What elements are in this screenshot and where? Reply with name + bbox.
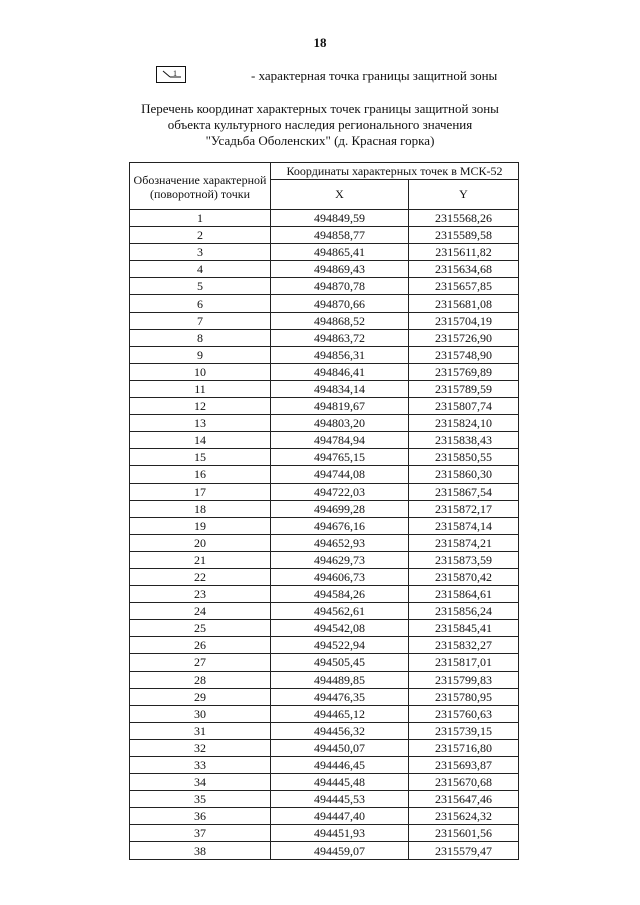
y-coordinate-cell: 2315780,95 xyxy=(409,688,519,705)
x-coordinate-cell: 494445,48 xyxy=(271,774,409,791)
table-row xyxy=(130,739,519,756)
x-coordinate-cell: 494446,45 xyxy=(271,757,409,774)
y-coordinate-cell: 2315601,56 xyxy=(409,825,519,842)
table-row xyxy=(130,244,519,261)
y-coordinate-cell: 2315860,30 xyxy=(409,466,519,483)
x-coordinate-cell: 494542,08 xyxy=(271,620,409,637)
table-row xyxy=(130,449,519,466)
point-number-cell: 33 xyxy=(130,757,271,774)
y-coordinate-cell: 2315874,21 xyxy=(409,534,519,551)
point-number-cell: 23 xyxy=(130,586,271,603)
y-coordinate-cell: 2315739,15 xyxy=(409,722,519,739)
y-coordinate-cell: 2315748,90 xyxy=(409,346,519,363)
x-coordinate-cell: 494870,66 xyxy=(271,295,409,312)
y-coordinate-cell: 2315704,19 xyxy=(409,312,519,329)
y-coordinate-cell: 2315867,54 xyxy=(409,483,519,500)
y-coordinate-cell: 2315832,27 xyxy=(409,637,519,654)
point-number-cell: 30 xyxy=(130,705,271,722)
table-row xyxy=(130,654,519,671)
point-number-cell: 36 xyxy=(130,808,271,825)
point-number-cell: 17 xyxy=(130,483,271,500)
document-title xyxy=(0,101,640,149)
y-coordinate-cell: 2315864,61 xyxy=(409,586,519,603)
x-coordinate-cell: 494722,03 xyxy=(271,483,409,500)
x-header: X xyxy=(271,180,409,210)
point-number-cell: 2 xyxy=(130,227,271,244)
point-number-cell: 29 xyxy=(130,688,271,705)
y-coordinate-cell: 2315872,17 xyxy=(409,500,519,517)
x-coordinate-cell: 494849,59 xyxy=(271,210,409,227)
table-row xyxy=(130,534,519,551)
point-number-cell: 34 xyxy=(130,774,271,791)
table-row xyxy=(130,808,519,825)
table-row xyxy=(130,227,519,244)
point-designation-header-text: Обозначение характерной (поворотной) точки xyxy=(133,173,267,201)
y-coordinate-cell: 2315647,46 xyxy=(409,791,519,808)
x-coordinate-cell: 494846,41 xyxy=(271,363,409,380)
x-coordinate-cell: 494451,93 xyxy=(271,825,409,842)
x-coordinate-cell: 494465,12 xyxy=(271,705,409,722)
y-coordinate-cell: 2315856,24 xyxy=(409,603,519,620)
title-line: объекта культурного наследия регионального значения xyxy=(167,117,473,132)
table-row xyxy=(130,620,519,637)
x-coordinate-cell: 494865,41 xyxy=(271,244,409,261)
point-number-cell: 19 xyxy=(130,517,271,534)
y-coordinate-cell: 2315870,42 xyxy=(409,568,519,585)
table-row xyxy=(130,774,519,791)
x-coordinate-cell: 494803,20 xyxy=(271,415,409,432)
point-number-cell: 25 xyxy=(130,620,271,637)
x-coordinate-cell: 494489,85 xyxy=(271,671,409,688)
y-coordinate-cell: 2315760,63 xyxy=(409,705,519,722)
table-row xyxy=(130,466,519,483)
x-coordinate-cell: 494744,08 xyxy=(271,466,409,483)
table-row xyxy=(130,842,519,859)
x-coordinate-cell: 494606,73 xyxy=(271,568,409,585)
point-number-cell: 15 xyxy=(130,449,271,466)
x-coordinate-cell: 494445,53 xyxy=(271,791,409,808)
x-coordinate-cell: 494476,35 xyxy=(271,688,409,705)
table-row xyxy=(130,517,519,534)
x-coordinate-cell: 494868,52 xyxy=(271,312,409,329)
x-coordinate-cell: 494765,15 xyxy=(271,449,409,466)
table-row xyxy=(130,500,519,517)
table-row xyxy=(130,603,519,620)
point-number-cell: 6 xyxy=(130,295,271,312)
table-row xyxy=(130,551,519,568)
point-number-cell: 24 xyxy=(130,603,271,620)
y-coordinate-cell: 2315850,55 xyxy=(409,449,519,466)
y-coordinate-cell: 2315799,83 xyxy=(409,671,519,688)
point-number-cell: 31 xyxy=(130,722,271,739)
table-row xyxy=(130,346,519,363)
x-coordinate-cell: 494652,93 xyxy=(271,534,409,551)
x-coordinate-cell: 494858,77 xyxy=(271,227,409,244)
point-designation-header xyxy=(130,163,271,210)
y-coordinate-cell: 2315624,32 xyxy=(409,808,519,825)
table-row xyxy=(130,722,519,739)
legend-text: - характерная точка границы защитной зоны xyxy=(251,68,498,83)
table-row xyxy=(130,295,519,312)
point-number-cell: 26 xyxy=(130,637,271,654)
x-coordinate-cell: 494447,40 xyxy=(271,808,409,825)
y-header: Y xyxy=(409,180,519,210)
title-line: Перечень координат характерных точек границы защитной зоны xyxy=(141,101,499,116)
point-number-cell: 11 xyxy=(130,380,271,397)
point-number-cell: 13 xyxy=(130,415,271,432)
point-number-cell: 22 xyxy=(130,568,271,585)
point-number-cell: 5 xyxy=(130,278,271,295)
table-row xyxy=(130,688,519,705)
y-coordinate-cell: 2315589,58 xyxy=(409,227,519,244)
y-coordinate-cell: 2315568,26 xyxy=(409,210,519,227)
point-number-cell: 3 xyxy=(130,244,271,261)
y-coordinate-cell: 2315670,68 xyxy=(409,774,519,791)
y-coordinate-cell: 2315681,08 xyxy=(409,295,519,312)
point-number-cell: 16 xyxy=(130,466,271,483)
x-coordinate-cell: 494819,67 xyxy=(271,398,409,415)
point-number-cell: 9 xyxy=(130,346,271,363)
table-row xyxy=(130,415,519,432)
y-coordinate-cell: 2315824,10 xyxy=(409,415,519,432)
x-coordinate-cell: 494856,31 xyxy=(271,346,409,363)
table-row xyxy=(130,312,519,329)
point-number-cell: 4 xyxy=(130,261,271,278)
table-row xyxy=(130,398,519,415)
x-coordinate-cell: 494870,78 xyxy=(271,278,409,295)
y-coordinate-cell: 2315845,41 xyxy=(409,620,519,637)
table-row xyxy=(130,261,519,278)
point-number-cell: 21 xyxy=(130,551,271,568)
title-line: "Усадьба Оболенских" (д. Красная горка) xyxy=(205,133,435,148)
table-row xyxy=(130,380,519,397)
y-coordinate-cell: 2315657,85 xyxy=(409,278,519,295)
table-row xyxy=(130,432,519,449)
table-row xyxy=(130,483,519,500)
coordinates-rows xyxy=(130,210,519,860)
table-row xyxy=(130,791,519,808)
x-coordinate-cell: 494863,72 xyxy=(271,329,409,346)
y-coordinate-cell: 2315634,68 xyxy=(409,261,519,278)
table-row xyxy=(130,278,519,295)
table-row xyxy=(130,705,519,722)
x-coordinate-cell: 494456,32 xyxy=(271,722,409,739)
point-number-cell: 14 xyxy=(130,432,271,449)
boundary-point-icon xyxy=(157,67,185,82)
point-number-cell: 28 xyxy=(130,671,271,688)
x-coordinate-cell: 494834,14 xyxy=(271,380,409,397)
boundary-point-symbol xyxy=(156,66,186,83)
y-coordinate-cell: 2315817,01 xyxy=(409,654,519,671)
coordinates-header: Координаты характерных точек в МСК-52 xyxy=(271,163,519,180)
page-number: 18 xyxy=(313,35,327,50)
x-coordinate-cell: 494562,61 xyxy=(271,603,409,620)
x-coordinate-cell: 494629,73 xyxy=(271,551,409,568)
y-coordinate-cell: 2315807,74 xyxy=(409,398,519,415)
table-row xyxy=(130,671,519,688)
x-coordinate-cell: 494584,26 xyxy=(271,586,409,603)
table-row xyxy=(130,757,519,774)
x-coordinate-cell: 494869,43 xyxy=(271,261,409,278)
x-coordinate-cell: 494676,16 xyxy=(271,517,409,534)
y-coordinate-cell: 2315789,59 xyxy=(409,380,519,397)
point-number-cell: 32 xyxy=(130,739,271,756)
y-coordinate-cell: 2315726,90 xyxy=(409,329,519,346)
y-coordinate-cell: 2315874,14 xyxy=(409,517,519,534)
y-coordinate-cell: 2315716,80 xyxy=(409,739,519,756)
table-row xyxy=(130,637,519,654)
point-number-cell: 35 xyxy=(130,791,271,808)
y-coordinate-cell: 2315873,59 xyxy=(409,551,519,568)
x-coordinate-cell: 494699,28 xyxy=(271,500,409,517)
x-coordinate-cell: 494784,94 xyxy=(271,432,409,449)
y-coordinate-cell: 2315611,82 xyxy=(409,244,519,261)
y-coordinate-cell: 2315838,43 xyxy=(409,432,519,449)
x-coordinate-cell: 494522,94 xyxy=(271,637,409,654)
y-coordinate-cell: 2315579,47 xyxy=(409,842,519,859)
table-row xyxy=(130,363,519,380)
table-row xyxy=(130,825,519,842)
point-number-cell: 27 xyxy=(130,654,271,671)
coordinates-table xyxy=(129,162,519,860)
point-number-cell: 8 xyxy=(130,329,271,346)
table-row xyxy=(130,586,519,603)
x-coordinate-cell: 494459,07 xyxy=(271,842,409,859)
point-number-cell: 10 xyxy=(130,363,271,380)
point-number-cell: 38 xyxy=(130,842,271,859)
point-number-cell: 7 xyxy=(130,312,271,329)
point-number-cell: 18 xyxy=(130,500,271,517)
table-row xyxy=(130,329,519,346)
point-number-cell: 1 xyxy=(130,210,271,227)
table-row xyxy=(130,568,519,585)
x-coordinate-cell: 494505,45 xyxy=(271,654,409,671)
y-coordinate-cell: 2315769,89 xyxy=(409,363,519,380)
table-row xyxy=(130,210,519,227)
point-number-cell: 12 xyxy=(130,398,271,415)
x-coordinate-cell: 494450,07 xyxy=(271,739,409,756)
y-coordinate-cell: 2315693,87 xyxy=(409,757,519,774)
legend-symbol-label: 1 xyxy=(173,69,177,78)
point-number-cell: 20 xyxy=(130,534,271,551)
point-number-cell: 37 xyxy=(130,825,271,842)
